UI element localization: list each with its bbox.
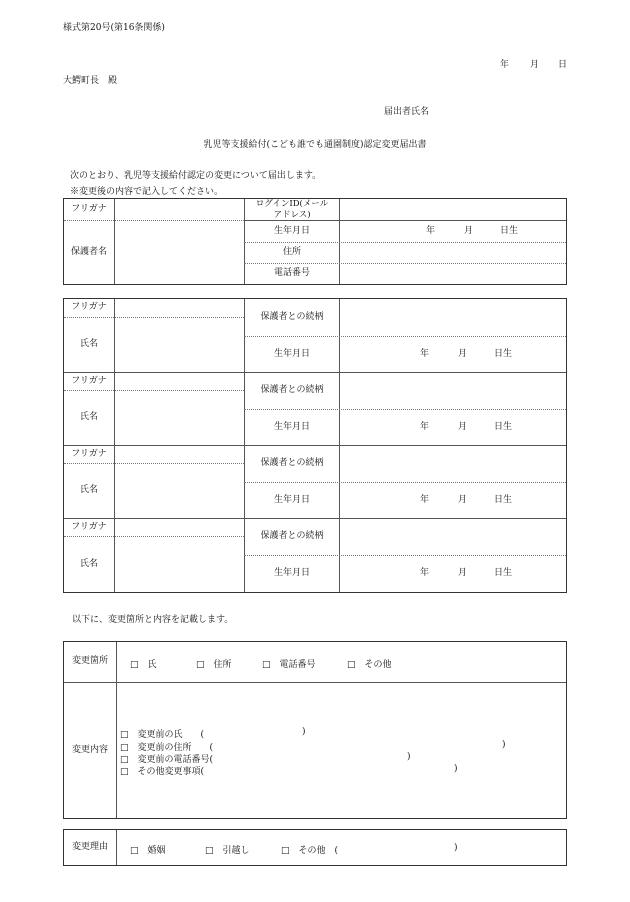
- guardian-birthdate-field[interactable]: [340, 221, 566, 242]
- child-1-relation-field[interactable]: [340, 299, 566, 336]
- login-id-label-line2: アドレス): [273, 209, 311, 220]
- child-3-name-label: 氏名: [79, 485, 98, 496]
- child-1-birthdate-label: 生年月日: [273, 348, 310, 359]
- child-1-furigana-label: フリガナ: [71, 302, 107, 313]
- option-address-checkbox[interactable]: □ 住所: [196, 660, 232, 670]
- child-3-furigana-label: フリガナ: [71, 448, 107, 459]
- guardian-address-field[interactable]: [340, 243, 566, 263]
- child-2-relation-field[interactable]: [340, 373, 566, 409]
- changes-intro: 以下に、変更箇所と内容を記載します。: [72, 615, 234, 625]
- child-2-birthdate-label: 生年月日: [273, 421, 310, 432]
- guardian-phone-label: 電話番号: [273, 268, 310, 279]
- child-1-furigana-field[interactable]: [115, 299, 244, 317]
- child-4-day: 日生: [494, 568, 513, 579]
- guardian-furigana-field[interactable]: [115, 199, 244, 220]
- guardian-table: [63, 198, 567, 285]
- other-change-close: ): [454, 764, 458, 774]
- child-2-name-label: 氏名: [79, 412, 98, 423]
- child-4-relation-field[interactable]: [340, 519, 566, 555]
- child-4-relation-label: 保護者との続柄: [260, 531, 324, 542]
- login-id-field[interactable]: [340, 199, 566, 220]
- child-2-name-field[interactable]: [115, 391, 244, 445]
- option-phone-checkbox[interactable]: □ 電話番号: [262, 660, 316, 670]
- addressee: 大鰐町長 殿: [63, 76, 118, 86]
- note-text: ※変更後の内容で記入してください。: [70, 187, 224, 197]
- date-year: 年: [500, 60, 510, 70]
- date-month: 月: [530, 60, 540, 70]
- child-2-year: 年: [420, 421, 430, 432]
- guardian-birthdate-month: 月: [464, 225, 474, 236]
- child-3-year: 年: [420, 494, 430, 505]
- guardian-birthdate-label: 生年月日: [273, 225, 310, 236]
- reason-other-close: ): [454, 843, 458, 853]
- child-2-furigana-field[interactable]: [115, 373, 244, 390]
- option-other-checkbox[interactable]: □ その他: [347, 660, 392, 670]
- intro-text: 次のとおり、乳児等支援給付認定の変更について届出します。: [70, 171, 322, 181]
- child-4-birthdate-field[interactable]: [340, 556, 566, 592]
- guardian-furigana-label: フリガナ: [71, 203, 107, 214]
- guardian-name-label: 保護者名: [70, 246, 107, 257]
- prev-address-close: ): [502, 740, 506, 750]
- child-2-day: 日生: [494, 421, 513, 432]
- child-3-birthdate-label: 生年月日: [273, 494, 310, 505]
- child-3-name-field[interactable]: [115, 464, 244, 518]
- child-1-name-field[interactable]: [115, 318, 244, 372]
- child-3-furigana-field[interactable]: [115, 446, 244, 463]
- child-3-month: 月: [458, 494, 468, 505]
- guardian-address-label: 住所: [282, 247, 301, 258]
- child-4-name-field[interactable]: [115, 537, 244, 592]
- child-1-name-label: 氏名: [79, 339, 98, 350]
- reason-other-checkbox[interactable]: □ その他 (: [281, 846, 339, 856]
- login-id-label: [245, 199, 339, 220]
- child-1-relation-label: 保護者との続柄: [260, 311, 324, 322]
- guardian-birthdate-year: 年: [426, 225, 436, 236]
- child-1-birthdate-field[interactable]: [340, 337, 566, 372]
- child-2-furigana-label: フリガナ: [71, 375, 107, 386]
- child-2-relation-label: 保護者との続柄: [260, 385, 324, 396]
- form-title: 乳児等支援給付(こども誰でも通園制度)認定変更届出書: [203, 140, 427, 150]
- form-number: 様式第20号(第16条関係): [63, 23, 165, 33]
- change-place-label: 変更箇所: [71, 656, 108, 667]
- children-table: [63, 298, 567, 593]
- prev-phone-close: ): [407, 752, 411, 762]
- applicant-name-label: 届出者氏名: [384, 107, 430, 117]
- child-4-month: 月: [458, 568, 468, 579]
- other-change-checkbox[interactable]: □ その他変更事項(: [120, 767, 205, 777]
- prev-phone-checkbox[interactable]: □ 変更前の電話番号(: [120, 755, 214, 765]
- prev-name-checkbox[interactable]: □ 変更前の氏 (: [120, 730, 205, 740]
- child-1-month: 月: [458, 348, 468, 359]
- reason-marriage-checkbox[interactable]: □ 婚姻: [130, 846, 166, 856]
- child-3-relation-label: 保護者との続柄: [260, 458, 324, 469]
- child-2-birthdate-field[interactable]: [340, 410, 566, 445]
- prev-address-checkbox[interactable]: □ 変更前の住所 (: [120, 743, 214, 753]
- child-1-year: 年: [420, 348, 430, 359]
- login-id-label-line1: ログインID(メール: [255, 198, 329, 209]
- child-4-name-label: 氏名: [79, 558, 98, 569]
- option-name-checkbox[interactable]: □ 氏: [130, 660, 157, 670]
- child-1-day: 日生: [494, 348, 513, 359]
- guardian-name-field[interactable]: [115, 221, 244, 284]
- reason-table: [63, 829, 567, 866]
- child-3-birthdate-field[interactable]: [340, 483, 566, 518]
- child-4-birthdate-label: 生年月日: [273, 568, 310, 579]
- prev-name-close: ): [302, 727, 306, 737]
- reason-moving-checkbox[interactable]: □ 引越し: [205, 846, 250, 856]
- change-reason-label: 変更理由: [71, 841, 108, 852]
- changes-table: [63, 641, 567, 819]
- child-3-relation-field[interactable]: [340, 446, 566, 482]
- child-4-furigana-field[interactable]: [115, 519, 244, 536]
- child-4-furigana-label: フリガナ: [71, 521, 107, 532]
- child-4-year: 年: [420, 568, 430, 579]
- guardian-birthdate-day: 日生: [500, 225, 519, 236]
- child-2-month: 月: [458, 421, 468, 432]
- date-day: 日: [558, 60, 568, 70]
- change-content-label: 変更内容: [71, 744, 108, 755]
- child-3-day: 日生: [494, 494, 513, 505]
- guardian-phone-field[interactable]: [340, 264, 566, 284]
